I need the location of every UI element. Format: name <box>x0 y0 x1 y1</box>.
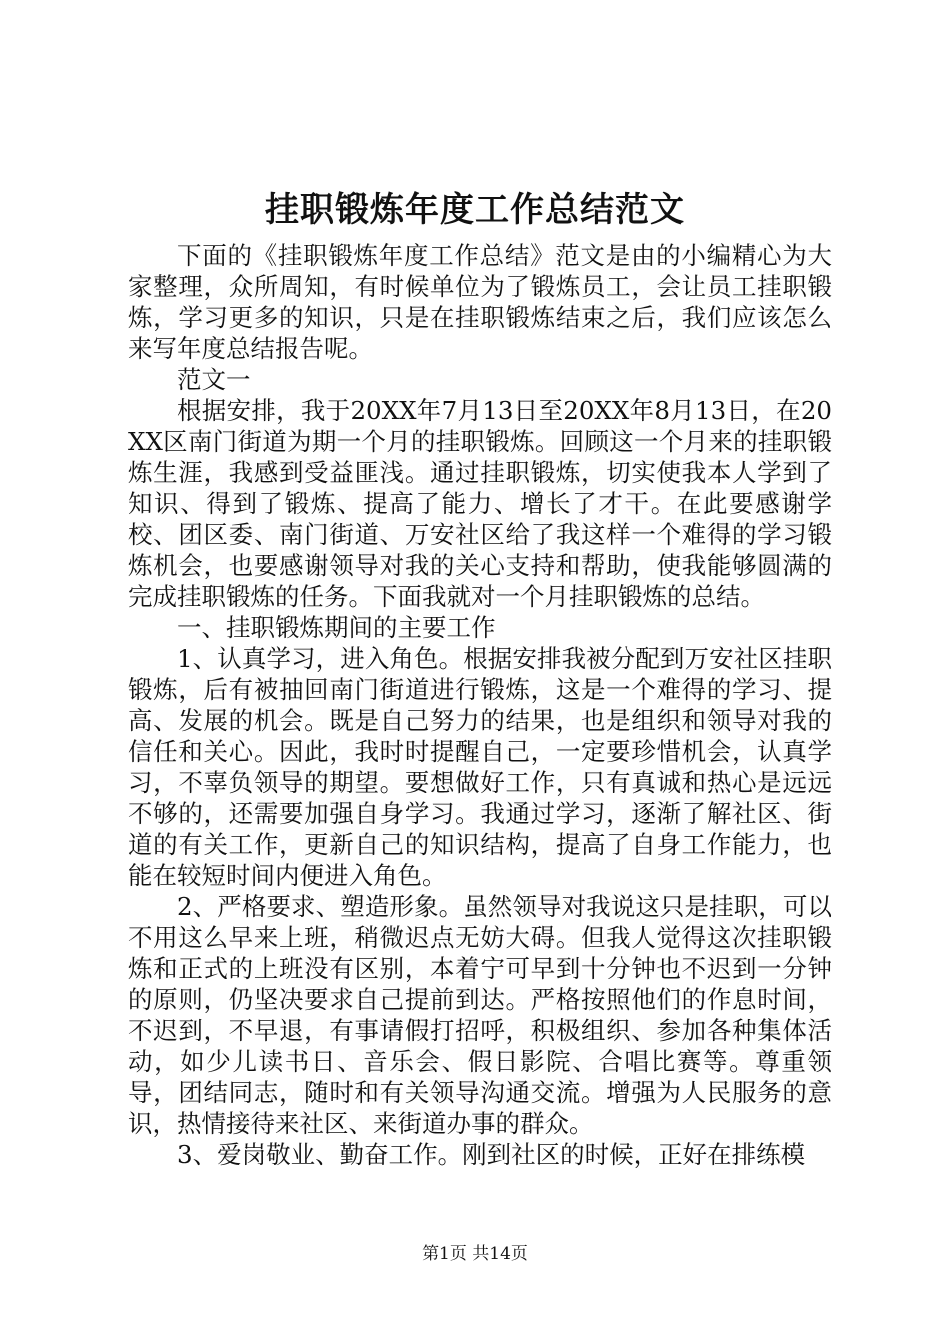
paragraph-item-2: 2、严格要求、塑造形象。虽然领导对我说这只是挂职，可以不用这么早来上班，稍微迟点无妨大碍。但我人觉得这次挂职锻炼和正式的上班没有区别，本着宁可早到十分钟也不迟到一分钟的原则，仍坚决要求自己提前到达。严格按照他们的作息时间，不迟到，不早退，有事请假打招呼，积极组织、参加各种集体活动，如少儿读书日、音乐会、假日影院、合唱比赛等。尊重领导，团结同志，随时和有关领导沟通交流。增强为人民服务的意识，热情接待来社区、来街道办事的群众。 <box>128 892 832 1138</box>
document-title: 挂职锻炼年度工作总结范文 <box>265 190 685 230</box>
paragraph-background: 根据安排，我于20XX年7月13日至20XX年8月13日，在20XX区南门街道为期一个月的挂职锻炼。回顾这一个月来的挂职锻炼生涯，我感到受益匪浅。通过挂职锻炼，切实使我本人学到了知识、得到了锻炼、提高了能力、增长了才干。在此要感谢学校、团区委、南门街道、万安社区给了我这样一个难得的学习锻炼机会，也要感谢领导对我的关心支持和帮助，使我能够圆满的完成挂职锻炼的任务。下面我就对一个月挂职锻炼的总结。 <box>128 396 832 611</box>
section-heading-main-work: 一、挂职锻炼期间的主要工作 <box>177 613 496 642</box>
page-number-footer: 第1页 共14页 <box>422 1244 528 1264</box>
paragraph-item-3: 3、爱岗敬业、勤奋工作。刚到社区的时候，正好在排练模 <box>177 1140 806 1169</box>
paragraph-item-1: 1、认真学习，进入角色。根据安排我被分配到万安社区挂职锻炼，后有被抽回南门街道进行锻炼，这是一个难得的学习、提高、发展的机会。既是自己努力的结果，也是组织和领导对我的信任和关心。因此，我时时提醒自己，一定要珍惜机会，认真学习，不辜负领导的期望。要想做好工作，只有真诚和热心是远远不够的，还需要加强自身学习。我通过学习，逐渐了解社区、街道的有关工作，更新自己的知识结构，提高了自身工作能力，也能在较短时间内便进入角色。 <box>128 644 832 890</box>
document-body <box>128 240 832 1170</box>
paragraph-intro: 下面的《挂职锻炼年度工作总结》范文是由的小编精心为大家整理，众所周知，有时候单位为了锻炼员工，会让员工挂职锻炼，学习更多的知识，只是在挂职锻炼结束之后，我们应该怎么来写年度总结报告呢。 <box>128 241 832 363</box>
paragraph-sample-heading: 范文一 <box>177 365 251 394</box>
